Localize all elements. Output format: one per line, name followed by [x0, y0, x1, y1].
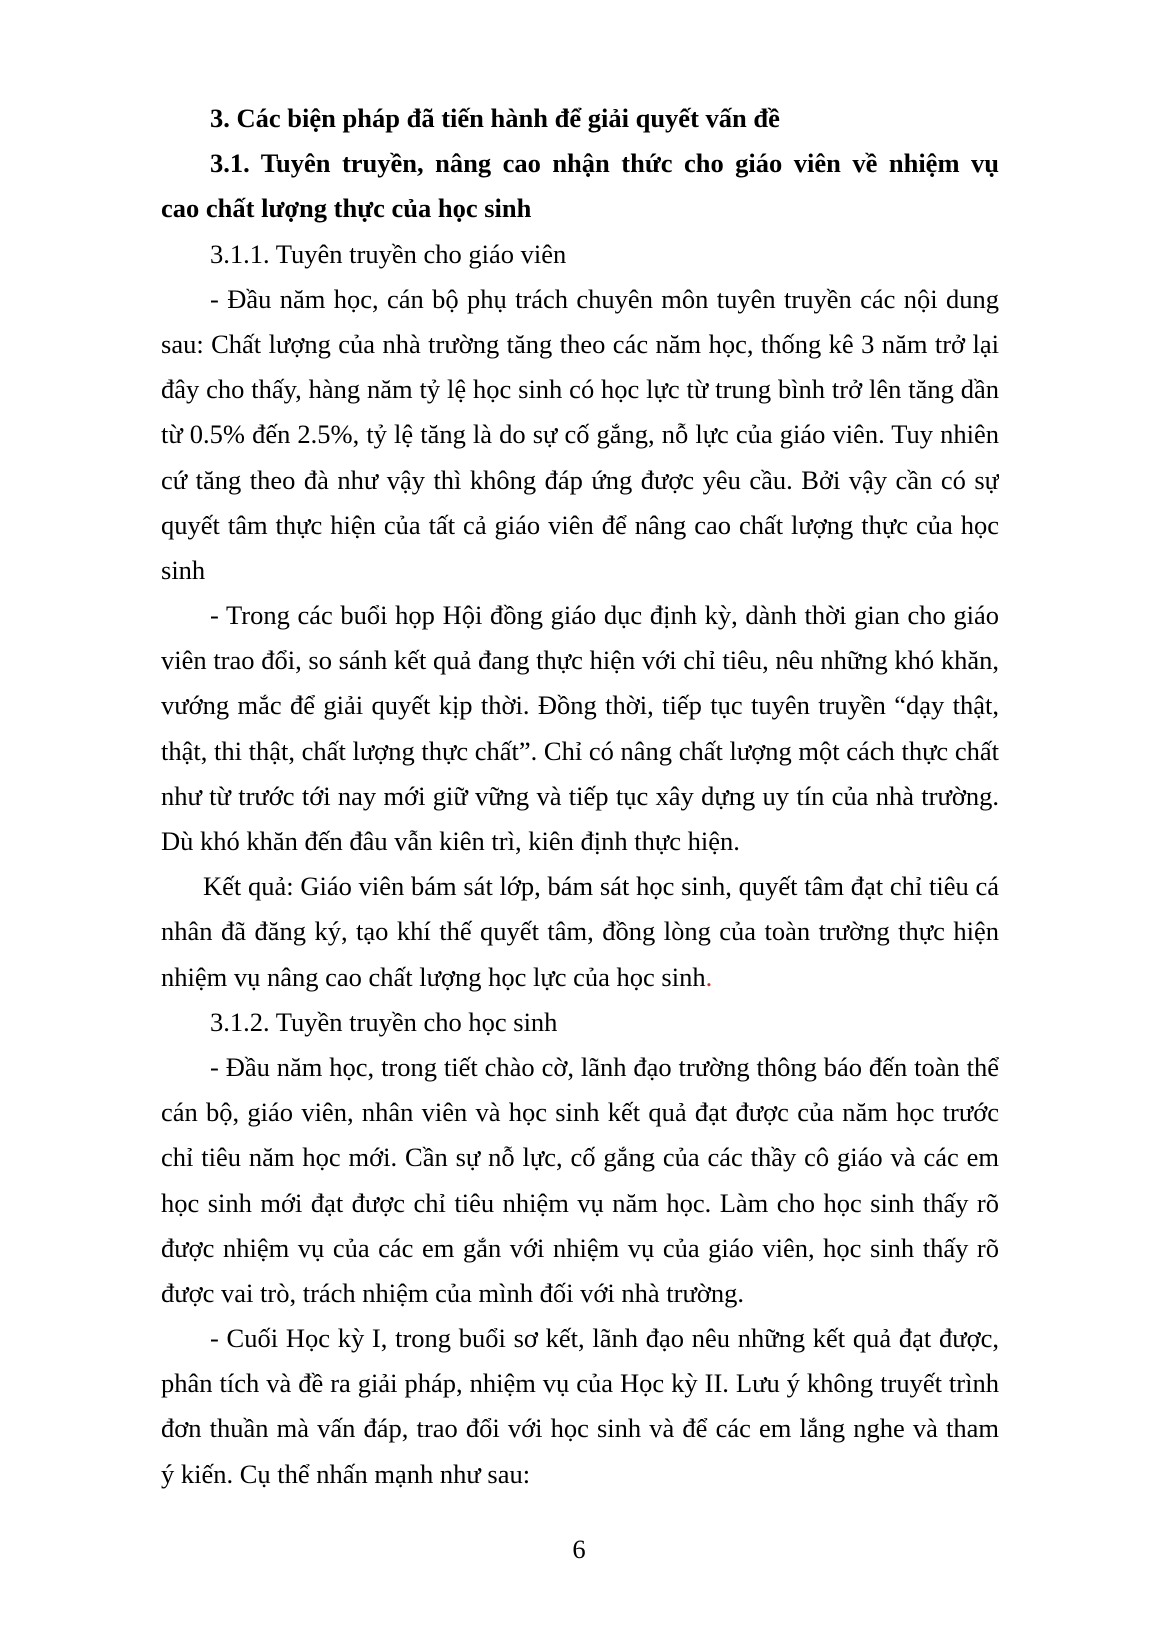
- section-heading-3-1-line-2: cao chất lượng thực của học sinh: [161, 193, 532, 224]
- paragraph-result: [161, 864, 999, 1000]
- paragraph-line: vướng mắc để giải quyết kịp thời. Đồng thời, tiếp tục tuyên truyền “dạy thật,: [161, 690, 999, 721]
- paragraph-line: - Đầu năm học, trong tiết chào cờ, lãnh đạo trường thông báo đến toàn thể: [210, 1051, 999, 1082]
- subsection-heading-3-1-1: 3.1.1. Tuyên truyền cho giáo viên: [210, 238, 567, 269]
- paragraph-line: cứ tăng theo đà như vậy thì không đáp ứng được yêu cầu. Bởi vậy cần có sự: [161, 464, 999, 495]
- paragraph-line: được vai trò, trách nhiệm của mình đối với nhà trường.: [161, 1277, 744, 1308]
- result-text: nhiệm vụ nâng cao chất lượng học lực của học sinh: [161, 961, 706, 992]
- section-heading-3-1-line-1: 3.1. Tuyên truyền, nâng cao nhận thức cho giáo viên về nhiệm vụ: [210, 148, 999, 179]
- paragraph-semester-review: [161, 1316, 999, 1497]
- paragraph-line: - Trong các buổi họp Hội đồng giáo dục định kỳ, dành thời gian cho giáo: [210, 600, 999, 631]
- section-heading-3: 3. Các biện pháp đã tiến hành để giải quyết vấn đề: [210, 103, 780, 133]
- paragraph-line: nhân đã đăng ký, tạo khí thế quyết tâm, đồng lòng của toàn trường thực hiện: [161, 916, 999, 947]
- paragraph-line: ý kiến. Cụ thể nhấn mạnh như sau:: [161, 1458, 531, 1489]
- paragraph-line: quyết tâm thực hiện của tất cả giáo viên để nâng cao chất lượng thực của học: [161, 509, 999, 540]
- paragraph-student-propaganda: [161, 1045, 999, 1316]
- paragraph-line: viên trao đổi, so sánh kết quả đang thực hiện với chỉ tiêu, nêu những khó khăn,: [161, 645, 999, 676]
- paragraph-line: được nhiệm vụ của các em gắn với nhiệm vụ của giáo viên, học sinh thấy rõ: [161, 1232, 999, 1263]
- paragraph-line: - Cuối Học kỳ I, trong buổi sơ kết, lãnh đạo nêu những kết quả đạt được,: [210, 1323, 999, 1354]
- paragraph-line: [161, 955, 999, 1000]
- paragraph-line: Kết quả: Giáo viên bám sát lớp, bám sát học sinh, quyết tâm đạt chỉ tiêu cá: [203, 871, 999, 902]
- paragraph-line: học sinh mới đạt được chỉ tiêu nhiệm vụ năm học. Làm cho học sinh thấy rõ: [161, 1187, 999, 1218]
- paragraph-teacher-propaganda: [161, 277, 999, 593]
- paragraph-line: thật, thi thật, chất lượng thực chất”. Chỉ có nâng chất lượng một cách thực chất: [161, 735, 999, 766]
- page-number: 6: [572, 1534, 586, 1564]
- paragraph-line: đơn thuần mà vấn đáp, trao đổi với học sinh và để các em lắng nghe và tham: [161, 1413, 999, 1444]
- paragraph-line: - Đầu năm học, cán bộ phụ trách chuyên môn tuyên truyền các nội dung: [210, 283, 999, 314]
- paragraph-line: chỉ tiêu năm học mới. Cần sự nỗ lực, cố gắng của các thầy cô giáo và các em: [161, 1142, 999, 1173]
- document-page: [161, 96, 999, 1497]
- paragraph-line: sinh: [161, 554, 206, 585]
- paragraph-line: đây cho thấy, hàng năm tỷ lệ học sinh có học lực từ trung bình trở lên tăng dần: [161, 374, 999, 405]
- paragraph-line: từ 0.5% đến 2.5%, tỷ lệ tăng là do sự cố gắng, nỗ lực của giáo viên. Tuy nhiên: [161, 419, 999, 450]
- paragraph-council-meetings: [161, 593, 999, 864]
- paragraph-line: phân tích và đề ra giải pháp, nhiệm vụ của Học kỳ II. Lưu ý không truyết trình: [161, 1368, 999, 1399]
- subsection-heading-3-1-2: 3.1.2. Tuyền truyền cho học sinh: [210, 1006, 558, 1037]
- paragraph-line: như từ trước tới nay mới giữ vững và tiếp tục xây dựng uy tín của nhà trường.: [161, 780, 999, 811]
- paragraph-line: sau: Chất lượng của nhà trường tăng theo các năm học, thống kê 3 năm trở lại: [161, 328, 999, 359]
- paragraph-line: cán bộ, giáo viên, nhân viên và học sinh kết quả đạt được của năm học trước: [161, 1097, 999, 1128]
- paragraph-line: Dù khó khăn đến đâu vẫn kiên trì, kiên định thực hiện.: [161, 826, 740, 856]
- result-period: .: [705, 961, 713, 992]
